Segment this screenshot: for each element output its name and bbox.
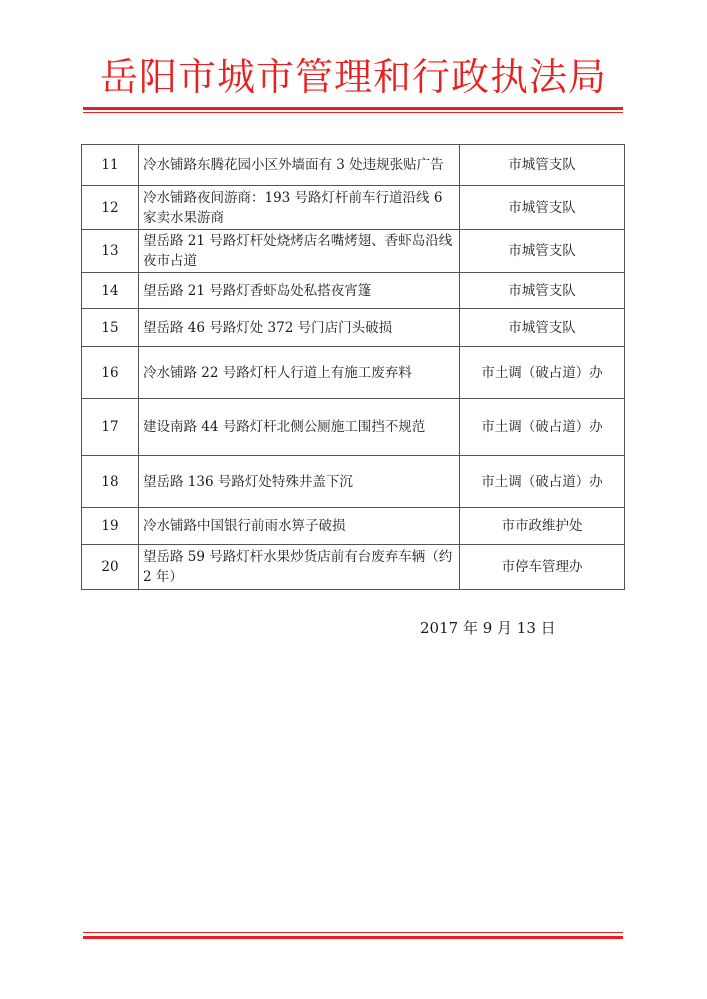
issue-description: 望岳路 136 号路灯处特殊井盖下沉 [139,456,460,508]
header-divider-thick [83,107,623,110]
issue-description: 冷水铺路 22 号路灯杆人行道上有施工废弃料 [139,347,460,399]
responsible-department: 市城管支队 [460,230,625,273]
row-number: 17 [82,399,139,456]
responsible-department: 市土调（破占道）办 [460,347,625,399]
letterhead-title: 岳阳市城市管理和行政执法局 [99,55,607,99]
footer-divider-thin [83,932,623,933]
table-row [82,273,625,309]
responsible-department: 市城管支队 [460,309,625,347]
table-row [82,230,625,273]
responsible-department: 市土调（破占道）办 [460,456,625,508]
row-number: 15 [82,309,139,347]
row-number: 14 [82,273,139,309]
row-number: 19 [82,508,139,545]
row-number: 20 [82,545,139,590]
table-row [82,347,625,399]
responsible-department: 市停车管理办 [460,545,625,590]
responsible-department: 市城管支队 [460,273,625,309]
table-row [82,508,625,545]
responsible-department: 市城管支队 [460,145,625,186]
row-number: 16 [82,347,139,399]
table-row [82,545,625,590]
signature-date: 2017 年 9 月 13 日 [420,619,556,637]
table-row [82,145,625,186]
issue-description: 望岳路 46 号路灯处 372 号门店门头破损 [139,309,460,347]
table-row [82,309,625,347]
issue-description: 望岳路 21 号路灯香虾岛处私搭夜宵篷 [139,273,460,309]
responsible-department: 市城管支队 [460,186,625,230]
table-row [82,399,625,456]
table-row [82,456,625,508]
issue-description: 冷水铺路夜间游商：193 号路灯杆前车行道沿线 6 家卖水果游商 [139,186,460,230]
row-number: 11 [82,145,139,186]
footer-divider-thick [83,936,623,939]
issue-description: 冷水铺路东腾花园小区外墙面有 3 处违规张贴广告 [139,145,460,186]
issue-table [81,144,625,590]
header-divider-thin [83,112,623,113]
row-number: 18 [82,456,139,508]
row-number: 12 [82,186,139,230]
issue-description: 建设南路 44 号路灯杆北侧公厕施工围挡不规范 [139,399,460,456]
row-number: 13 [82,230,139,273]
issue-description: 望岳路 59 号路灯杆水果炒货店前有台废弃车辆（约 2 年） [139,545,460,590]
responsible-department: 市土调（破占道）办 [460,399,625,456]
issue-description: 望岳路 21 号路灯杆处烧烤店名嘴烤翅、香虾岛沿线夜市占道 [139,230,460,273]
table-row [82,186,625,230]
issue-description: 冷水铺路中国银行前雨水箅子破损 [139,508,460,545]
responsible-department: 市市政维护处 [460,508,625,545]
